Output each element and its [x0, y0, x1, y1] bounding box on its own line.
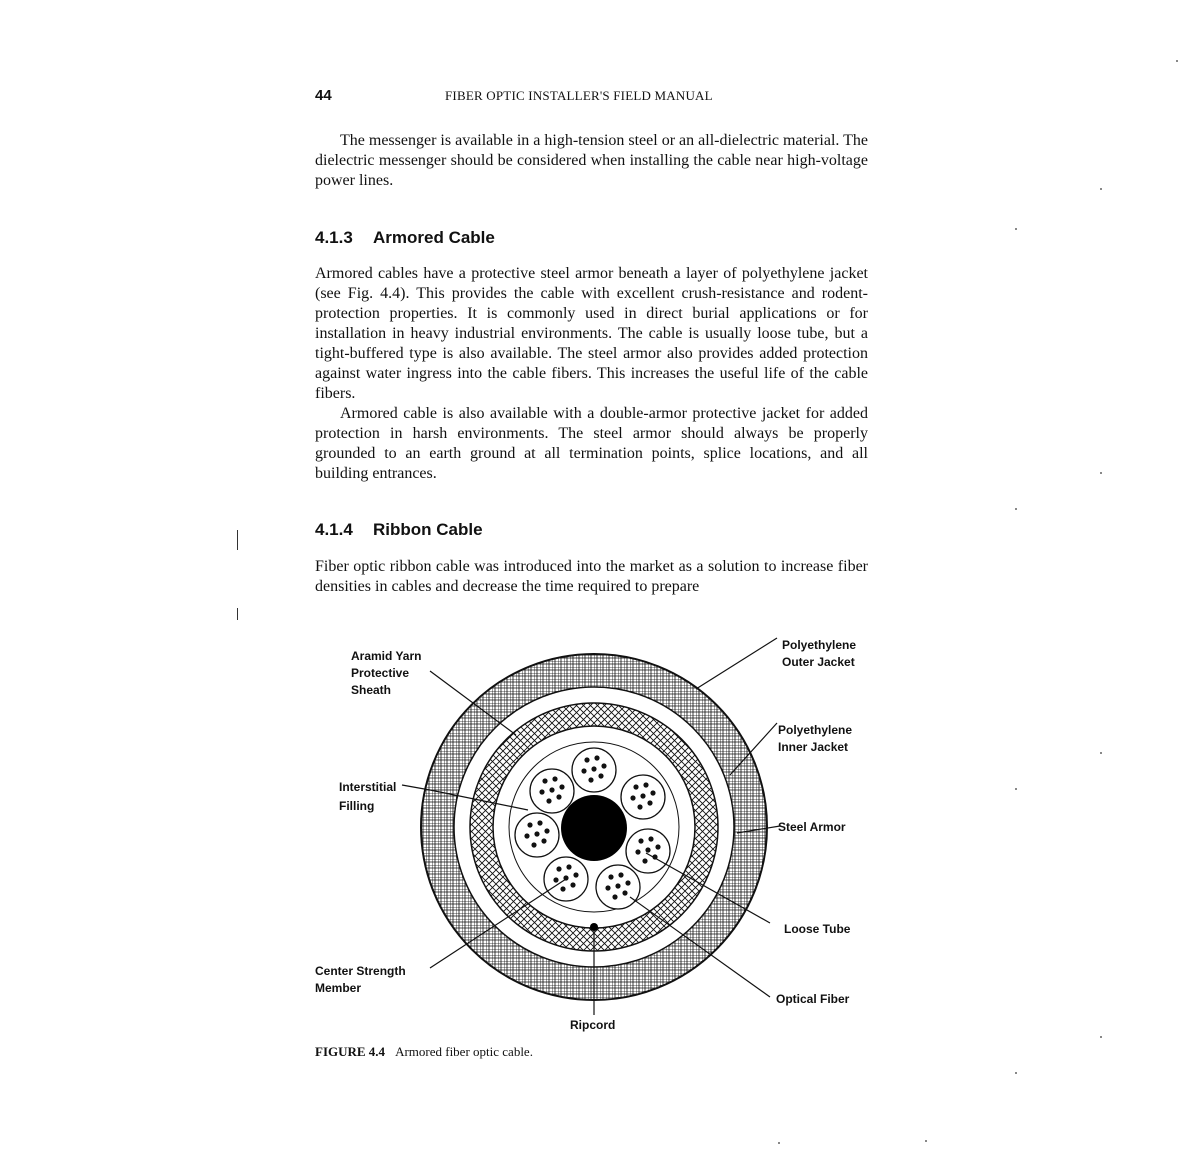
scan-artifact-dot: [1015, 1072, 1017, 1074]
label-inner-jacket-1: Polyethylene: [778, 723, 853, 737]
paragraph-messenger: The messenger is available in a high-tension steel or an all-dielectric material. The dielectric messenger should be considered when installing the cable near high-voltage power lines.: [315, 132, 868, 189]
label-optical-fiber: Optical Fiber: [776, 992, 850, 1006]
label-center-strength-1: Center Strength: [315, 964, 406, 978]
scan-artifact-dot: [1015, 228, 1017, 230]
label-aramid-yarn: Aramid Yarn: [351, 649, 422, 663]
label-inner-jacket-2: Inner Jacket: [778, 740, 849, 754]
figure-caption-text: Armored fiber optic cable.: [395, 1044, 533, 1059]
scan-artifact-dot: [1100, 472, 1102, 474]
section-number: 4.1.3: [315, 228, 353, 247]
scan-artifact-dot: [1100, 188, 1102, 190]
page-header: [315, 87, 870, 107]
label-aramid-sheath: Sheath: [351, 683, 392, 697]
scan-artifact-mark: [237, 608, 238, 620]
center-strength-member: [561, 795, 627, 861]
label-interstitial-1: Interstitial: [339, 780, 397, 794]
section-heading-armored: [315, 228, 495, 248]
page-number: 44: [315, 87, 332, 104]
label-steel-armor: Steel Armor: [778, 820, 846, 834]
running-title: FIBER OPTIC INSTALLER'S FIELD MANUAL: [445, 88, 713, 103]
figure-caption: [315, 1044, 533, 1060]
scan-artifact-dot: [925, 1140, 927, 1142]
label-loose-tube: Loose Tube: [784, 922, 851, 936]
scan-artifact-dot: [1100, 1036, 1102, 1038]
section-heading-ribbon: [315, 520, 483, 540]
label-outer-jacket-2: Outer Jacket: [782, 655, 855, 669]
scan-artifact-dot: [1176, 60, 1178, 62]
scan-artifact-mark: [237, 530, 238, 550]
scan-artifact-dot: [778, 1142, 780, 1144]
label-aramid-protective: Protective: [351, 666, 410, 680]
figure-caption-label: FIGURE 4.4: [315, 1044, 386, 1059]
section-title: Ribbon Cable: [373, 520, 483, 539]
label-interstitial-2: Filling: [339, 799, 375, 813]
section-title: Armored Cable: [373, 228, 495, 247]
paragraph-ribbon: Fiber optic ribbon cable was introduced into the market as a solution to increase fiber densities in cables and decrease the time required to prepare: [315, 558, 868, 595]
paragraph-armored-1: Armored cables have a protective steel armor beneath a layer of polyethylene jacket (see Fig. 4.4). This provides the cable with excellent crush-resistance and rodent-protection properties. It is commonly used in direct burial applications or for installation in heavy industrial environments. The cable is usually loose tube, but a tight-buffered type is also available. The steel armor also provides added protection against water ingress into the cable fibers. This increases the useful life of the cable fibers.: [315, 265, 868, 402]
armored-cable-diagram: [300, 625, 880, 1045]
scan-artifact-dot: [1015, 508, 1017, 510]
ripcord-dot: [590, 923, 598, 931]
label-ripcord: Ripcord: [570, 1018, 616, 1032]
label-outer-jacket-1: Polyethylene: [782, 638, 857, 652]
label-center-strength-2: Member: [315, 981, 362, 995]
section-number: 4.1.4: [315, 520, 353, 539]
paragraph-armored-2: Armored cable is also available with a double-armor protective jacket for added protection in harsh environments. The steel armor should always be properly grounded to an earth ground at all termination points, splice locations, and all building entrances.: [315, 405, 868, 482]
scan-artifact-dot: [1015, 788, 1017, 790]
scan-artifact-dot: [1100, 752, 1102, 754]
